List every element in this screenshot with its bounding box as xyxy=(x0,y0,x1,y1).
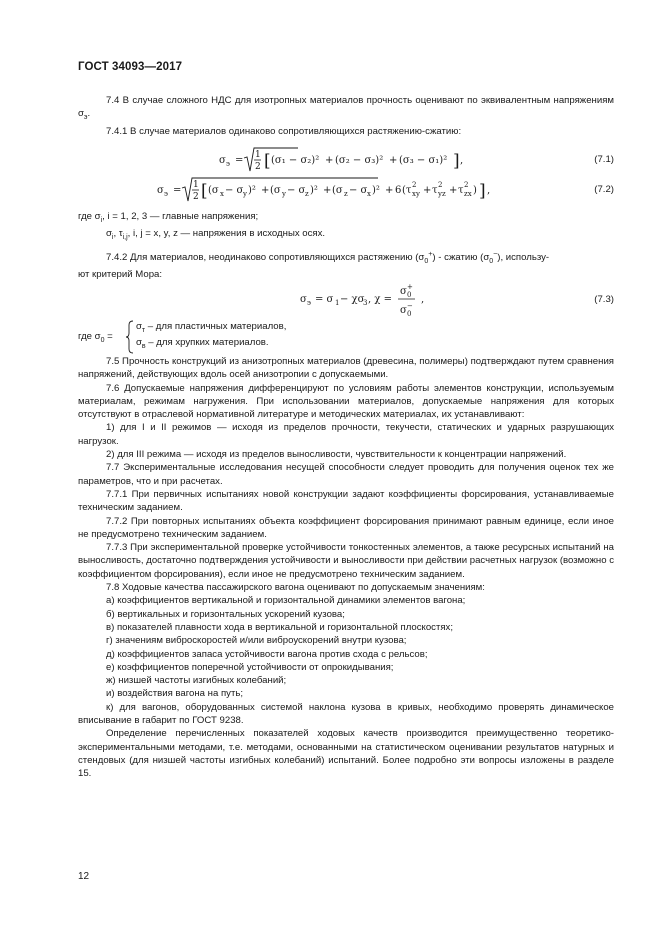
equation-7-1-formula xyxy=(78,146,538,176)
svg-text:(σ: (σ xyxy=(332,185,343,196)
svg-text:z: z xyxy=(344,190,348,198)
svg-text:= σ: = σ xyxy=(315,294,334,305)
svg-text:3: 3 xyxy=(363,299,368,307)
where-line-axes: $\sigma_i$, $\tau_{i,j}$, i, j = x, y, z — напряжения в исходных осях. xyxy=(106,228,326,242)
svg-text:2: 2 xyxy=(255,162,261,172)
sigma0-prefix: где $\sigma_0$ = xyxy=(78,331,113,344)
where-block-1 xyxy=(78,210,614,245)
svg-text:x: x xyxy=(220,190,224,198)
page-number: 12 xyxy=(78,871,90,882)
svg-text:− σ: − σ xyxy=(349,185,368,196)
svg-text:(σ₁ − σ₂)²: (σ₁ − σ₂)² xyxy=(271,155,320,166)
para-7-4-text: 7.4 В случае сложного НДС для изотропных материалов прочность оценивают по эквивалентным напряжениям σ xyxy=(78,95,614,120)
list-item: е) коэффициентов поперечной устойчивости от опрокидывания; xyxy=(106,661,394,673)
equation-7-3 xyxy=(78,282,614,322)
equation-7-2 xyxy=(78,176,614,206)
main-paragraphs xyxy=(78,355,614,781)
svg-text:− χσ: − χσ xyxy=(340,294,365,305)
para-7-5: 7.5 Прочность конструкций из анизотропных материалов (древесина, полимеры) подтверждают путем сравнения напряжений, действующих вдоль осей анизотропии с допускаемыми. xyxy=(78,356,614,381)
equation-7-1-number: (7.1) xyxy=(594,154,614,165)
svg-text:+: + xyxy=(325,155,334,166)
svg-text:σ: σ xyxy=(400,286,407,297)
section-7-4-2 xyxy=(78,248,614,282)
svg-text:(σ: (σ xyxy=(270,185,281,196)
list-item: в) показателей плавности хода в вертикальной и горизонтальной плоскостях; xyxy=(106,621,454,633)
equation-7-2-number: (7.2) xyxy=(594,184,614,195)
para-7-4-sub: э xyxy=(83,114,88,122)
svg-text:y: y xyxy=(282,190,286,198)
svg-text:2: 2 xyxy=(412,181,417,189)
list-item: б) вертикальных и горизонтальных ускорений кузова; xyxy=(106,608,345,620)
svg-text:y: y xyxy=(243,190,247,198)
section-7-4 xyxy=(78,94,614,138)
svg-text:τ: τ xyxy=(432,185,438,196)
svg-text:(σ₂ − σ₃)²: (σ₂ − σ₃)² xyxy=(335,155,384,166)
equation-7-1 xyxy=(78,146,614,176)
svg-text:6: 6 xyxy=(395,185,402,196)
list-item: ж) низшей частоты изгибных колебаний; xyxy=(106,675,287,687)
svg-text:)²: )² xyxy=(248,185,256,196)
svg-text:+: + xyxy=(449,185,458,196)
svg-text:σ: σ xyxy=(400,305,407,316)
svg-text:): ) xyxy=(473,185,477,196)
closing-paragraph: Определение перечисленных показателей ходовых качеств производится преимущественно теоретико-экспериментальными методами, т.е. методами, основанными на статистическом оценивании результатов натурных и стендовых (для низшей частоты изгибных колебаний) испытаний. Более подробно эти вопросы изложены в разделе 15. xyxy=(78,728,614,780)
svg-text:,: , xyxy=(487,185,491,196)
svg-text:]: ] xyxy=(479,181,486,201)
equation-7-2-formula xyxy=(78,176,548,206)
svg-text:,: , xyxy=(460,155,464,166)
svg-text:]: ] xyxy=(453,151,460,171)
svg-text:− σ: − σ xyxy=(287,185,306,196)
svg-text:+: + xyxy=(407,283,413,291)
svg-text:)²: )² xyxy=(372,185,380,196)
svg-text:2: 2 xyxy=(464,181,469,189)
para-7-6-item-2: 2) для III режима — исходя из пределов выносливости, чувствительности к концентрации напряжений. xyxy=(106,449,567,461)
list-item: и) воздействия вагона на путь; xyxy=(106,688,244,700)
svg-text:+: + xyxy=(261,185,270,196)
para-7-7-1: 7.7.1 При первичных испытаниях новой конструкции задают коэффициенты форсирования, устанавливаемые техническим заданием. xyxy=(78,488,614,514)
svg-text:[: [ xyxy=(264,151,271,171)
para-7-4-end: . xyxy=(87,108,91,120)
where-line-principal: где $\sigma_i$, i = 1, 2, 3 — главные напряжения; xyxy=(78,211,259,224)
svg-text:+: + xyxy=(323,185,332,196)
svg-text:1: 1 xyxy=(255,150,261,160)
svg-text:(τ: (τ xyxy=(402,185,412,196)
svg-text:−: − xyxy=(407,302,413,310)
svg-text:=: = xyxy=(173,185,182,196)
sigma0-case-brittle: $\sigma_в$ – для хрупких материалов. xyxy=(136,337,269,350)
document-header: ГОСТ 34093—2017 xyxy=(78,61,183,73)
svg-text:xy: xy xyxy=(412,190,420,198)
svg-text:+: + xyxy=(423,185,432,196)
svg-text:э: э xyxy=(307,299,311,307)
svg-text:+: + xyxy=(385,185,394,196)
svg-text:=: = xyxy=(235,155,244,166)
svg-text:2: 2 xyxy=(193,192,199,202)
svg-text:x: x xyxy=(367,190,371,198)
para-7-7-2: 7.7.2 При повторных испытаниях объекта коэффициент форсирования принимают равным единице, если иное не предусмотрено техническим заданием. xyxy=(78,515,614,540)
svg-text:(σ: (σ xyxy=(208,185,219,196)
svg-text:+: + xyxy=(389,155,398,166)
svg-text:− σ: − σ xyxy=(225,185,244,196)
svg-text:zx: zx xyxy=(464,190,472,198)
svg-text:2: 2 xyxy=(438,181,443,189)
para-7-8: 7.8 Ходовые качества пассажирского вагона оценивают по допускаемым значениям: xyxy=(106,582,485,594)
svg-text:yz: yz xyxy=(438,190,446,198)
svg-text:σ: σ xyxy=(219,155,226,166)
svg-text:1: 1 xyxy=(193,180,199,190)
svg-text:[: [ xyxy=(201,181,208,201)
svg-text:(σ₃ − σ₁)²: (σ₃ − σ₁)² xyxy=(399,155,448,166)
para-7-6: 7.6 Допускаемые напряжения дифференцируют по условиям работы элементов конструкции, используемым материалам, режимам нагружения. При использовании материалов, допускаемые напряжения для которых отсутствуют в отраслевой нормативной литературе и методических материалах, их устанавливают: xyxy=(78,382,614,421)
svg-text:τ: τ xyxy=(458,185,464,196)
list-item: д) коэффициентов запаса устойчивости вагона против схода с рельсов; xyxy=(106,648,428,660)
svg-text:σ: σ xyxy=(300,294,307,305)
list-item: г) значениям виброскоростей и/или виброускорений внутри кузова; xyxy=(106,635,407,647)
equation-7-3-number: (7.3) xyxy=(594,294,614,305)
list-item: а) коэффициентов вертикальной и горизонтальной динамики элементов вагона; xyxy=(106,595,466,607)
list-item: к) для вагонов, оборудованных системой наклона кузова в кривых, необходимо проверять динамическое вписывание в габарит по ГОСТ 9238. xyxy=(78,701,614,727)
para-7-4-2: 7.4.2 Для материалов, неодинаково сопротивляющихся растяжению $(\sigma_0^+)$ - сжатию $(\sigma_0^-)$, использу- ют критерий Мора: xyxy=(78,251,550,281)
sigma0-case-plastic: $\sigma_т$ – для пластичных материалов, xyxy=(136,321,287,334)
para-7-4-1: 7.4.1 В случае материалов одинаково сопротивляющихся растяжению-сжатию: xyxy=(106,125,462,137)
para-7-6-item-1: 1) для I и II режимов — исходя из пределов прочности, текучести, статических и ударных разрушающих нагрузок. xyxy=(78,422,614,447)
svg-text:)²: )² xyxy=(310,185,318,196)
svg-text:э: э xyxy=(164,190,168,198)
equation-7-3-formula xyxy=(78,282,538,322)
svg-text:,: , xyxy=(421,294,425,305)
brace-icon xyxy=(125,320,135,354)
svg-text:z: z xyxy=(305,190,309,198)
svg-text:σ: σ xyxy=(157,185,164,196)
svg-text:1: 1 xyxy=(335,299,340,307)
para-7-4 xyxy=(78,94,614,125)
svg-text:э: э xyxy=(226,160,230,168)
svg-text:, χ =: , χ = xyxy=(368,294,392,305)
para-7-7-3: 7.7.3 При экспериментальной проверке устойчивости тонкостенных элементов, а также ресурсных испытаний на выносливость, достаточно подтверждения устойчивости и выносливости при действии расчетных нагрузок (возможно с коэффициентом форсирования), если иное не предусмотрено техническим заданием. xyxy=(78,542,614,580)
para-7-7: 7.7 Экспериментальные исследования несущей способности следует проводить для получения оценок тех же параметров, что и при расчетах. xyxy=(78,462,614,487)
svg-text:0: 0 xyxy=(407,310,412,318)
svg-text:0: 0 xyxy=(407,291,412,299)
sigma0-definition xyxy=(78,320,614,354)
